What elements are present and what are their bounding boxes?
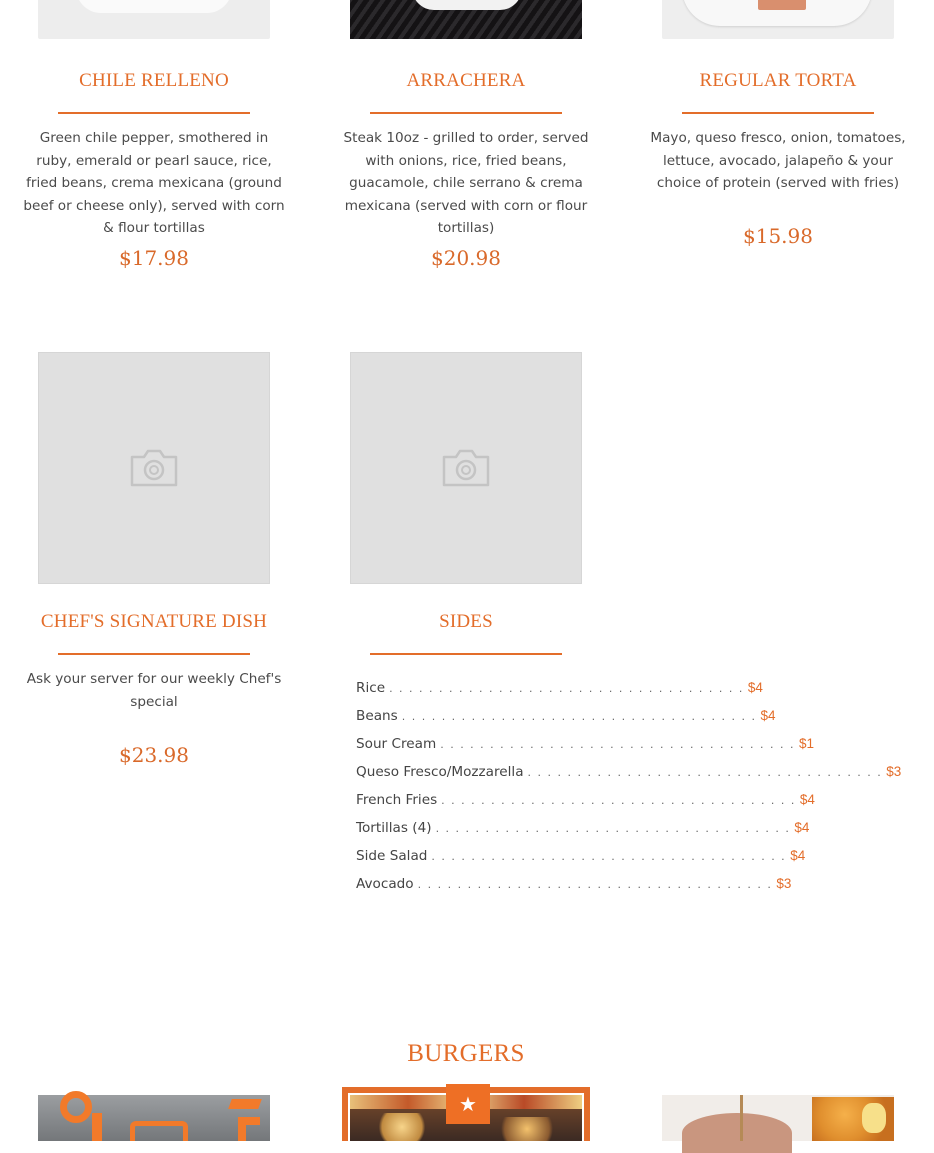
- side-name: Side Salad: [356, 848, 428, 864]
- leader-dots: . . . . . . . . . . . . . . . . . . . . . . . . . . . . . . . . . . . .: [431, 850, 787, 863]
- burger-photo[interactable]: [662, 1095, 894, 1141]
- burger-photo[interactable]: [38, 1095, 270, 1141]
- side-price: $1: [798, 736, 814, 751]
- dish-description: Steak 10oz - grilled to order, served with onions, rice, fried beans, guacamole, chile serrano & crema mexicana (served with corn or flour tortillas): [343, 130, 589, 236]
- side-price: $4: [790, 848, 806, 863]
- title-divider: [58, 112, 250, 114]
- side-name: Rice: [356, 680, 386, 696]
- side-name: Tortillas (4): [356, 820, 432, 836]
- leader-dots: . . . . . . . . . . . . . . . . . . . . . . . . . . . . . . . . . . . .: [441, 794, 796, 807]
- sides-list: [356, 680, 902, 904]
- side-name: Queso Fresco/Mozzarella: [356, 764, 524, 780]
- leader-dots: . . . . . . . . . . . . . . . . . . . . . . . . . . . . . . . . . . . .: [417, 878, 773, 891]
- side-item: [356, 736, 814, 764]
- dish-description: Ask your server for our weekly Chef's special: [26, 671, 282, 710]
- sides-title: SIDES: [439, 611, 493, 632]
- dish-description: Green chile pepper, smothered in ruby, emerald or pearl sauce, rice, fried beans, crema mexicana (ground beef or cheese only), served with corn & flour tortillas: [23, 130, 285, 236]
- side-item: [356, 792, 815, 820]
- leader-dots: . . . . . . . . . . . . . . . . . . . . . . . . . . . . . . . . . . . .: [440, 738, 795, 751]
- camera-icon: [129, 448, 179, 488]
- dish-title: ARRACHERA: [406, 70, 526, 91]
- regular-torta-photo[interactable]: [662, 0, 894, 39]
- dish-price: $23.98: [119, 743, 189, 767]
- side-item: [356, 876, 792, 904]
- side-name: Sour Cream: [356, 736, 437, 752]
- dish-price: $15.98: [743, 224, 813, 248]
- side-price: $3: [776, 876, 792, 891]
- side-item: [356, 680, 763, 708]
- dish-title: CHEF'S SIGNATURE DISH: [40, 611, 268, 632]
- side-price: $4: [747, 680, 763, 695]
- section-title-burgers: BURGERS: [407, 1040, 525, 1067]
- side-item: [356, 820, 810, 848]
- side-price: $4: [760, 708, 776, 723]
- side-name: Avocado: [356, 876, 414, 892]
- side-item: [356, 708, 776, 736]
- dish-price: $20.98: [431, 246, 501, 270]
- title-divider: [370, 112, 562, 114]
- dish-description: Mayo, queso fresco, onion, tomatoes, lettuce, avocado, jalapeño & your choice of protein (served with fries): [650, 130, 906, 191]
- dish-price: $17.98: [119, 246, 189, 270]
- leader-dots: . . . . . . . . . . . . . . . . . . . . . . . . . . . . . . . . . . . .: [527, 766, 883, 779]
- side-price: $3: [886, 764, 902, 779]
- title-divider: [58, 653, 250, 655]
- dish-title: REGULAR TORTA: [699, 70, 857, 91]
- side-name: French Fries: [356, 792, 438, 808]
- image-placeholder[interactable]: [38, 352, 270, 584]
- arrachera-photo[interactable]: [350, 0, 582, 39]
- featured-badge: [446, 1084, 490, 1124]
- chile-relleno-photo[interactable]: [38, 0, 270, 39]
- side-name: Beans: [356, 708, 398, 724]
- title-divider: [370, 653, 562, 655]
- dish-title: CHILE RELLENO: [79, 70, 229, 91]
- camera-icon: [441, 448, 491, 488]
- star-icon: ★: [459, 1092, 477, 1116]
- leader-dots: . . . . . . . . . . . . . . . . . . . . . . . . . . . . . . . . . . . .: [389, 682, 744, 695]
- side-item: [356, 848, 806, 876]
- leader-dots: . . . . . . . . . . . . . . . . . . . . . . . . . . . . . . . . . . . .: [435, 822, 791, 835]
- leader-dots: . . . . . . . . . . . . . . . . . . . . . . . . . . . . . . . . . . . .: [401, 710, 757, 723]
- side-price: $4: [799, 792, 815, 807]
- side-price: $4: [794, 820, 810, 835]
- title-divider: [682, 112, 874, 114]
- side-item: [356, 764, 902, 792]
- image-placeholder[interactable]: [350, 352, 582, 584]
